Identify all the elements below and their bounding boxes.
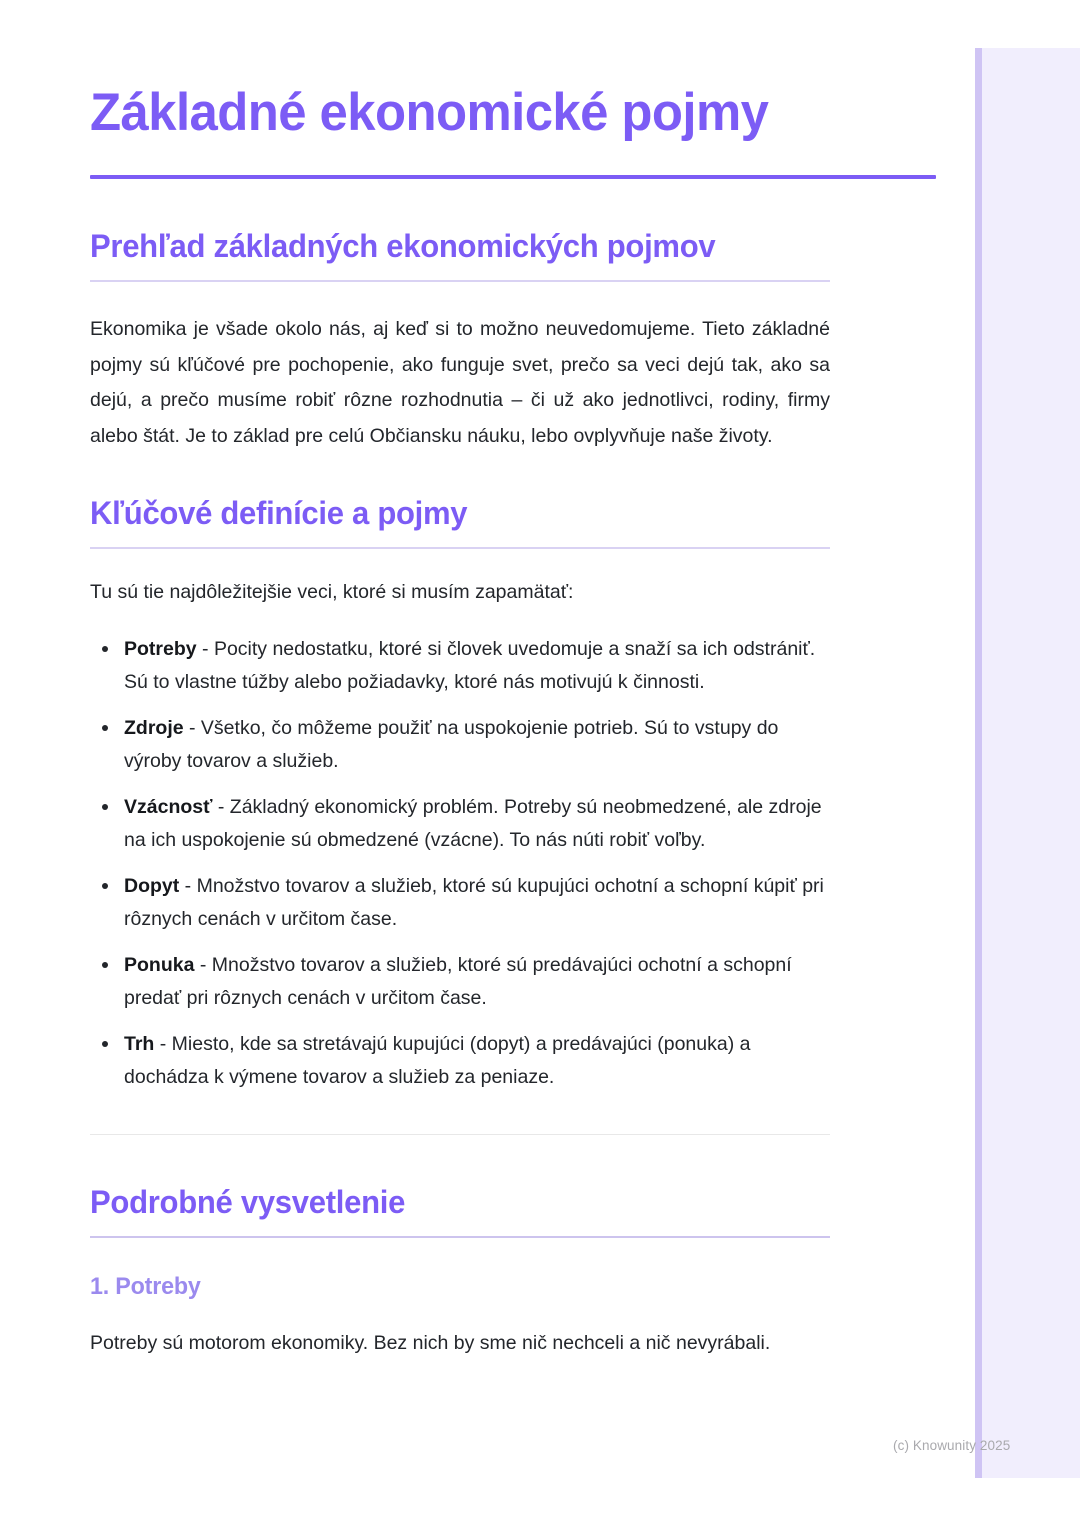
- section-heading-overview: Prehľad základných ekonomických pojmov: [90, 228, 716, 265]
- copyright-watermark: (c) Knowunity 2025: [893, 1438, 1011, 1453]
- detailed-explanation-paragraph: Potreby sú motorom ekonomiky. Bez nich by sme nič nechceli a nič nevyrábali.: [90, 1331, 771, 1354]
- key-definitions-intro: Tu sú tie najdôležitejšie veci, ktoré si musím zapamätať:: [90, 581, 574, 604]
- document-content: [90, 84, 936, 1361]
- bullet-icon: [102, 883, 108, 889]
- list-item: [90, 791, 830, 857]
- term-label: Vzácnosť: [124, 795, 213, 818]
- section-key-definitions: [90, 494, 830, 549]
- list-item: [90, 712, 830, 778]
- bullet-icon: [102, 804, 108, 810]
- term-definition: - Všetko, čo môžeme použiť na uspokojenie potrieb. Sú to vstupy do výroby tovarov a služieb.: [124, 716, 779, 772]
- subsection-heading-needs: 1. Potreby: [90, 1272, 201, 1300]
- page-title: Základné ekonomické pojmy: [90, 83, 769, 142]
- term-label: Potreby: [124, 637, 197, 660]
- list-item: [90, 949, 830, 1015]
- term-definition: - Množstvo tovarov a služieb, ktoré sú predávajúci ochotní a schopní predať pri rôznych cenách v určitom čase.: [124, 953, 792, 1009]
- section-overview: [90, 227, 830, 282]
- decorative-side-band: [975, 48, 1080, 1478]
- bullet-icon: [102, 962, 108, 968]
- bullet-icon: [102, 725, 108, 731]
- section-detailed-explanation: [90, 1183, 830, 1238]
- term-label: Dopyt: [124, 874, 180, 897]
- term-label: Zdroje: [124, 716, 184, 739]
- term-definition: - Množstvo tovarov a služieb, ktoré sú kupujúci ochotní a schopní kúpiť pri rôznych cenách v určitom čase.: [124, 874, 824, 930]
- list-item: [90, 633, 830, 699]
- key-definitions-list: [90, 633, 830, 1094]
- bullet-icon: [102, 646, 108, 652]
- section-heading-detailed-explanation: Podrobné vysvetlenie: [90, 1183, 406, 1220]
- list-item: [90, 870, 830, 936]
- bullet-icon: [102, 1041, 108, 1047]
- decorative-side-band-edge: [975, 48, 982, 1478]
- term-definition: - Pocity nedostatku, ktoré si človek uvedomuje a snaží sa ich odstrániť. Sú to vlastne túžby alebo požiadavky, ktoré nás motivujú k činnosti.: [124, 637, 816, 693]
- term-label: Ponuka: [124, 953, 195, 976]
- term-definition: - Základný ekonomický problém. Potreby sú neobmedzené, ale zdroje na ich uspokojenie sú obmedzené (vzácne). To nás núti robiť voľby.: [124, 795, 822, 851]
- term-definition: - Miesto, kde sa stretávajú kupujúci (dopyt) a predávajúci (ponuka) a dochádza k výmene tovarov a služieb za peniaze.: [124, 1032, 751, 1088]
- list-item: [90, 1028, 830, 1094]
- section-heading-key-definitions: Kľúčové definície a pojmy: [90, 495, 468, 532]
- term-label: Trh: [124, 1032, 155, 1055]
- overview-paragraph: Ekonomika je všade okolo nás, aj keď si to možno neuvedomujeme. Tieto základné pojmy sú kľúčové pre pochopenie, ako funguje svet, prečo sa veci dejú tak, ako sa dejú, a prečo musíme robiť rôzne rozhodnutia – či už ako jednotlivci, rodiny, firmy alebo štát. Je to základ pre celú Občiansku náuku, lebo ovplyvňuje naše životy.: [90, 318, 830, 447]
